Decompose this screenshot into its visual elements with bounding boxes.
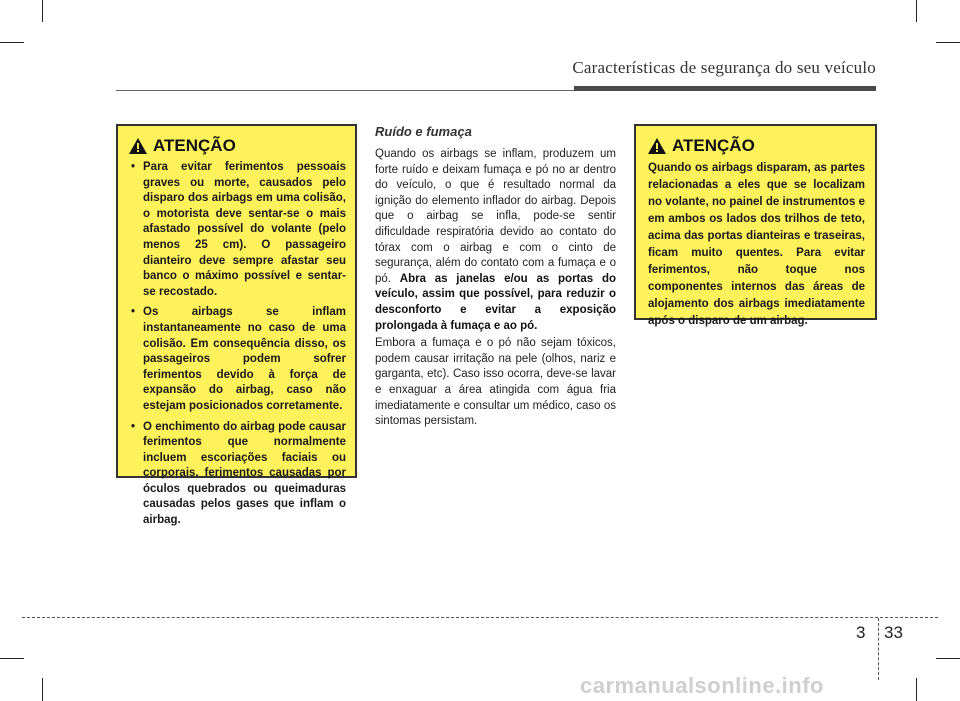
warning-item: • O enchimento do airbag pode causar ferimentos que normalmente incluem escoriações faciais ou corporais, ferimentos causadas por óculos quebrados ou queimaduras causadas pelos gases que inflam o airbag.	[129, 420, 346, 529]
section-title: Ruído e fumaça	[375, 124, 472, 139]
warning-triangle-icon	[648, 138, 666, 154]
crop-mark	[916, 0, 917, 22]
footer-dashed-divider	[878, 618, 879, 680]
section-paragraph-1	[375, 147, 616, 334]
crop-mark	[42, 678, 43, 701]
section-paragraph-2: Embora a fumaça e o pó não sejam tóxicos, podem causar irritação na pele (olhos, nariz e garganta, etc). Caso isso ocorra, deve-se lavar e enxaguar a área atingida com água fria imediatamente e consultar um médico, caso os sintomas persistam.	[375, 337, 616, 428]
crop-mark	[42, 0, 43, 22]
warning-title: ATENÇÃO	[672, 136, 755, 155]
paragraph-text: Quando os airbags se inflam, produzem um forte ruído e deixam fumaça e pó no ar dentro do veículo, o que é resultado normal da ignição do elemento inflador do airbag. Depois que o airbag se infla, pode-se sentir dificuldade respiratória devido ao contato do tórax com o airbag e com o cinto de segurança, além do contato com a fumaça e o pó.	[375, 148, 616, 285]
crop-mark	[936, 42, 960, 43]
crop-mark	[916, 678, 917, 701]
crop-mark	[0, 658, 24, 659]
warning-box-left	[116, 124, 357, 527]
section-noise-smoke	[375, 124, 616, 432]
warning-item: • Para evitar ferimentos pessoais graves ou morte, causados pelo disparo dos airbags em uma colisão, o motorista deve sentar-se o mais afastado possível do volante (pelo menos 25 cm). O passageiro dianteiro deve sempre afastar seu banco o máximo possível e sentar-se recostado.	[129, 160, 346, 300]
warning-item: • Os airbags se inflam instantaneamente no caso de uma colisão. Em consequência disso, os passageiros podem sofrer ferimentos devido à força de expansão do airbag, caso não estejam posicionados corretamente.	[129, 305, 346, 414]
warning-triangle-icon	[129, 138, 147, 154]
warning-header	[129, 136, 346, 156]
watermark: carmanualsonline.info	[580, 673, 824, 698]
warning-list	[129, 160, 346, 529]
crop-mark	[936, 658, 960, 659]
warning-box-right	[634, 124, 877, 327]
header-title: Características de segurança do seu veículo	[572, 58, 876, 77]
warning-header	[648, 136, 865, 156]
warning-title: ATENÇÃO	[153, 136, 236, 155]
header-bar	[574, 86, 876, 91]
warning-text: Quando os airbags disparam, as partes relacionadas a eles que se localizam no volante, no painel de instrumentos e em ambos os lados dos trilhos de teto, acima das portas dianteiras e traseiras, ficam muito quentes. Para evitar ferimentos, não toque nos componentes internos das áreas de alojamento dos airbags imediatamente após o disparo de um airbag.	[648, 162, 865, 327]
crop-mark	[0, 42, 24, 43]
page-number: 33	[884, 623, 903, 642]
footer-dashed-rule	[22, 617, 938, 618]
chapter-number: 3	[856, 623, 866, 642]
paragraph-bold-text: Abra as janelas e/ou as portas do veículo, assim que possível, para reduzir o desconforto e evitar a exposição prolongada à fumaça e ao pó.	[375, 272, 616, 332]
